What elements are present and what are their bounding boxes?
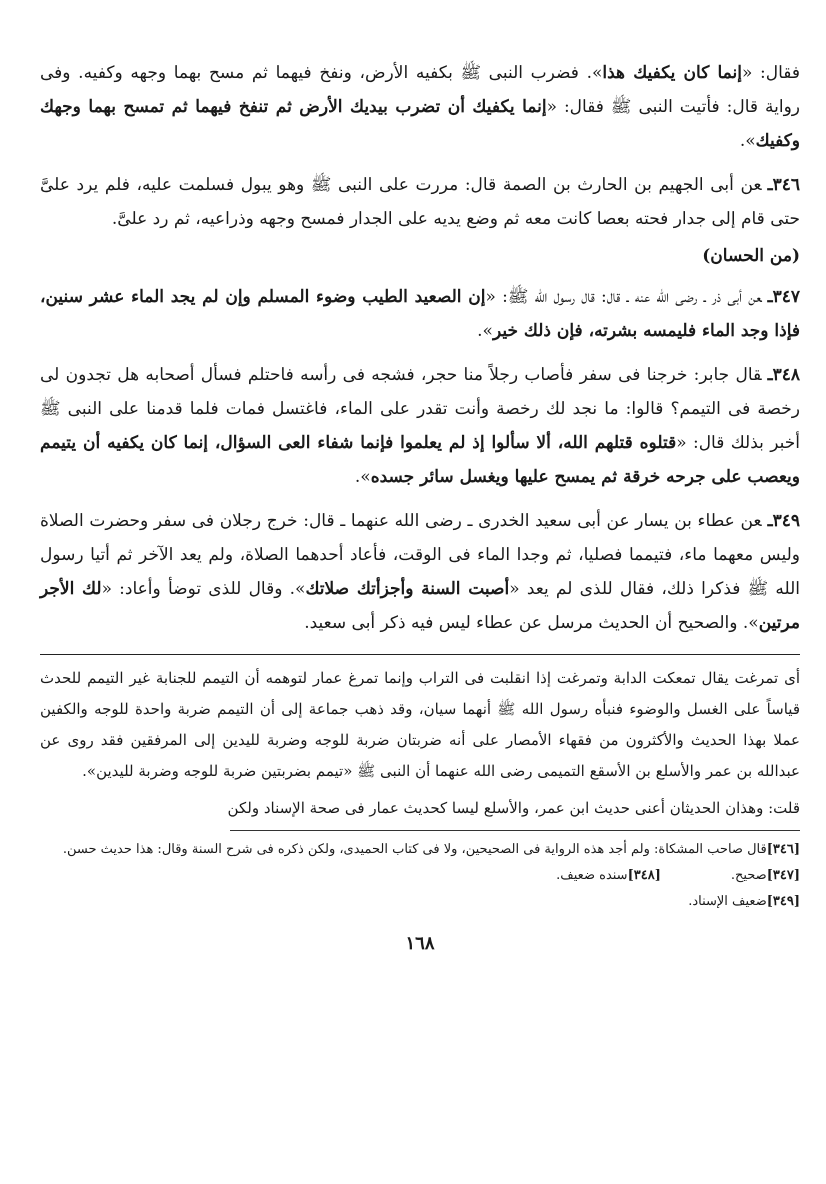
footnote-346: [٣٤٦]قال صاحب المشكاة: ولم أجد هذه الرواية فى الصحيحين، ولا فى كتاب الحميدى، ولكن ذكره فى شرح السنة وقال: هذا حديث حسن.	[62, 842, 800, 857]
hadith-number: ٣٤٦ـ	[767, 175, 800, 195]
commentary-note: قلت: وهذان الحديثان أعنى حديث ابن عمر، والأسلع ليسا كحديث عمار فى صحة الإسناد ولكن	[227, 799, 800, 817]
footnote-347: [٣٤٧]صحيح.	[730, 868, 800, 883]
footnote-349: [٣٤٩]ضعيف الإسناد.	[688, 894, 800, 909]
divider	[40, 654, 800, 655]
footnote-row	[40, 863, 800, 889]
footnote-348: [٣٤٨]سنده ضعيف.	[556, 868, 661, 883]
hadith-number: ٣٤٧ـ	[767, 287, 800, 307]
hadith-345-continuation: فقال: «إنما كان يكفيك هذا». فضرب النبى ﷺ بكفيه الأرض، ونفخ فيهما ثم مسح بهما وجهه وكفيه. وفى رواية قال: فأتيت النبى ﷺ فقال: «إنما يكفيك أن تضرب بيديك الأرض ثم تنفخ فيهما ثم تمسح بهما وجهك وكفيك».	[40, 63, 801, 151]
hadith-349: ٣٤٩ـعن عطاء بن يسار عن أبى سعيد الخدرى ـ رضى الله عنهما ـ قال: خرج رجلان فى سفر وحضرت الصلاة وليس معهما ماء، فتيمما فصليا، ثم وجدا الماء فى الوقت، فأعاد أحدهما الصلاة، ولم يعد الآخر ثم أتيا رسول الله ﷺ فذكرا ذلك، فقال للذى لم يعد «أصبت السنة وأجزأتك صلاتك». وقال للذى توضأ وأعاد: «لك الأجر مرتين». والصحيح أن الحديث مرسل عن عطاء ليس فيه ذكر أبى سعيد.	[40, 511, 801, 633]
hadith-number: ٣٤٨ـ	[767, 365, 800, 385]
hadith-347: ٣٤٧ـعن أبى ذر ـ رضى الله عنه ـ قال: قال رسول الله ﷺ: «إن الصعيد الطيب وضوء المسلم وإن لم يجد الماء عشر سنين، فإذا وجد الماء فليمسه بشرته، فإن ذلك خير».	[40, 287, 800, 341]
footnote-divider	[230, 830, 800, 831]
hadith-346: ٣٤٦ـعن أبى الجهيم بن الحارث بن الصمة قال: مررت على النبى ﷺ وهو يبول فسلمت عليه، فلم يرد علىَّ حتى قام إلى جدار فحته بعصا كانت معه ثم وضع يديه على الجدار فمسح وجهه وذراعيه، ثم رد علىَّ.	[40, 175, 800, 229]
page-number: ١٦٨	[405, 933, 435, 954]
page	[40, 56, 800, 1156]
section-grade-heading: (من الحسان)	[702, 246, 800, 266]
commentary-note: أى تمرغت يقال تمعكت الدابة وتمرغت إذا انقلبت فى التراب وإنما تمرغ عمار لتوهمه أن التيمم للجنابة غير التيمم للحدث قياساً على الغسل والوضوء فنبأه رسول الله ﷺ أنهما سيان، وقد ذهب جماعة إلى أن التيمم ضربة واحدة للوجه والكفين عملا بهذا الحديث والأكثرون من فقهاء الأمصار على أنه ضربتان ضربة للوجه وضربة لليدين إلى المرفقين فقد روى عن عبدالله بن عمر والأسلع بن الأسقع التميمى رضى الله عنهما أن النبى ﷺ «تيمم بضربتين ضربة للوجه وضربة لليدين».	[40, 669, 800, 780]
hadith-number: ٣٤٩ـ	[767, 511, 800, 531]
hadith-348: ٣٤٨ـقال جابر: خرجنا فى سفر فأصاب رجلاً منا حجر، فشجه فى رأسه فاحتلم فسأل أصحابه هل تجدون لى رخصة فى التيمم؟ قالوا: ما نجد لك رخصة وأنت تقدر على الماء، فاغتسل فمات فلما قدمنا على النبى ﷺ أخبر بذلك قال: «قتلوه قتلهم الله، ألا سألوا إذ لم يعلموا فإنما شفاء العى السؤال، إنما كان يكفيه أن يتيمم ويعصب على جرحه خرقة ثم يمسح عليها ويغسل سائر جسده».	[40, 365, 800, 487]
